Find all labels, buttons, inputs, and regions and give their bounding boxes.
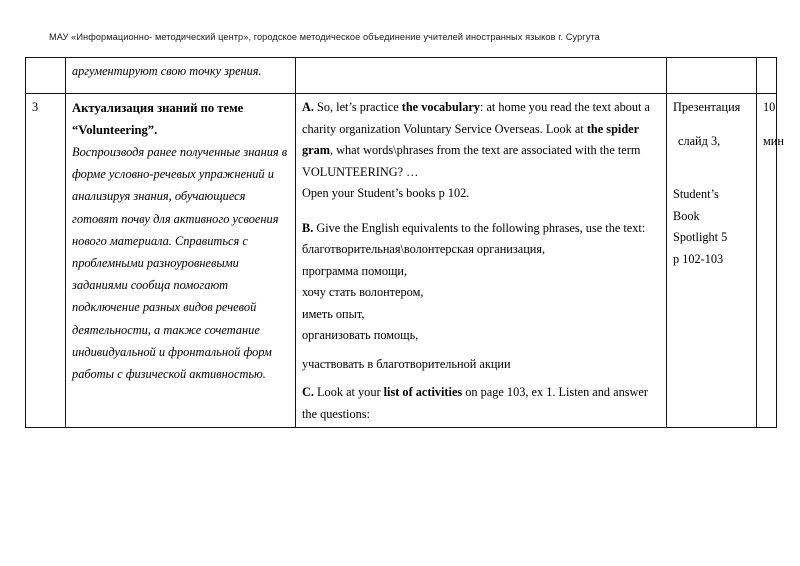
time-unit: мин [763, 133, 784, 148]
resource-book-line-3: Spotlight 5 [673, 230, 728, 244]
activity-a-text-3: , what words\phrases from the text are associated with the term VOLUNTEERING? … [302, 143, 641, 179]
stage-continued-cell: аргументируют свою точку зрения. [66, 58, 296, 94]
phrase-item: участвовать в благотворительной акции [302, 356, 511, 371]
resource-slide: слайд 3, [678, 133, 721, 148]
row-number-cell [26, 58, 66, 94]
activity-a-bold-1: the vocabulary [401, 100, 480, 114]
activity-c-label: C. [302, 385, 314, 399]
resource-book-pages: p 102-103 [673, 251, 724, 266]
activity-a [302, 97, 661, 183]
activity-c-text-2: on page 103, ex 1. Listen and answer the questions: [302, 385, 648, 421]
activity-b-label: B. [302, 220, 314, 235]
activity-c [302, 382, 661, 425]
table-row [26, 58, 777, 94]
lesson-plan-table [25, 57, 784, 428]
row-number-cell: 3 [26, 94, 66, 428]
activity-c-text-1: Look at your [313, 385, 384, 399]
activity-b-text: Give the English equivalents to the following phrases, use the text: [313, 220, 646, 235]
activities-cell [296, 94, 667, 428]
resources-continued-cell [667, 58, 757, 94]
activity-a-text-2: : at home you read the text about a charity organization Voluntary Service Overseas. Look at [302, 100, 651, 136]
activity-a-label: A. [302, 100, 314, 114]
activity-c-bold-1: list of activities [383, 385, 463, 399]
resource-book-line-1: Student’s [673, 187, 719, 201]
activities-continued-cell [296, 58, 667, 94]
activity-b [302, 218, 661, 240]
activity-a-text-1: So, let’s practice [313, 100, 402, 114]
time-value: 10 [763, 100, 776, 114]
stage-description: Воспроизводя ранее полученные знания в форме условно-речевых упражнений и анализируя знания, обучающиеся готовят почву для активного усвоения нового материала. Справиться с проблемными разноуровневыми заданиями сообща помогают подключение разных видов речевой деятельности, а также сочетание индивидуальной и фронтальной форм работы с физической активностью. [72, 145, 288, 382]
phrase-item: программа помощи, [302, 263, 408, 278]
stage-title-line-1: Актуализация знаний по теме [72, 101, 244, 115]
resource-book-line-2: Book [673, 208, 700, 223]
phrase-item: благотворительная\волонтерская организация, [302, 242, 546, 256]
document-header: МАУ «Информационно- методический центр», городское методическое объединение учителей иностранных языков г. Сургута [49, 32, 600, 42]
time-cell [757, 94, 784, 428]
phrase-item: иметь опыт, [302, 306, 365, 321]
time-continued-cell [757, 58, 777, 94]
phrase-item: организовать помощь, [302, 328, 419, 342]
resources-cell [667, 94, 757, 428]
resource-presentation: Презентация [673, 100, 741, 114]
activity-a-bold-2: the spider gram [302, 121, 639, 157]
phrase-item: хочу стать волонтером, [302, 285, 424, 299]
activity-a-open-books: Open your Student’s books p 102. [302, 186, 470, 200]
stage-title-line-2: “Volunteering”. [72, 123, 158, 137]
table-row [26, 94, 777, 428]
stage-cell [66, 94, 296, 428]
